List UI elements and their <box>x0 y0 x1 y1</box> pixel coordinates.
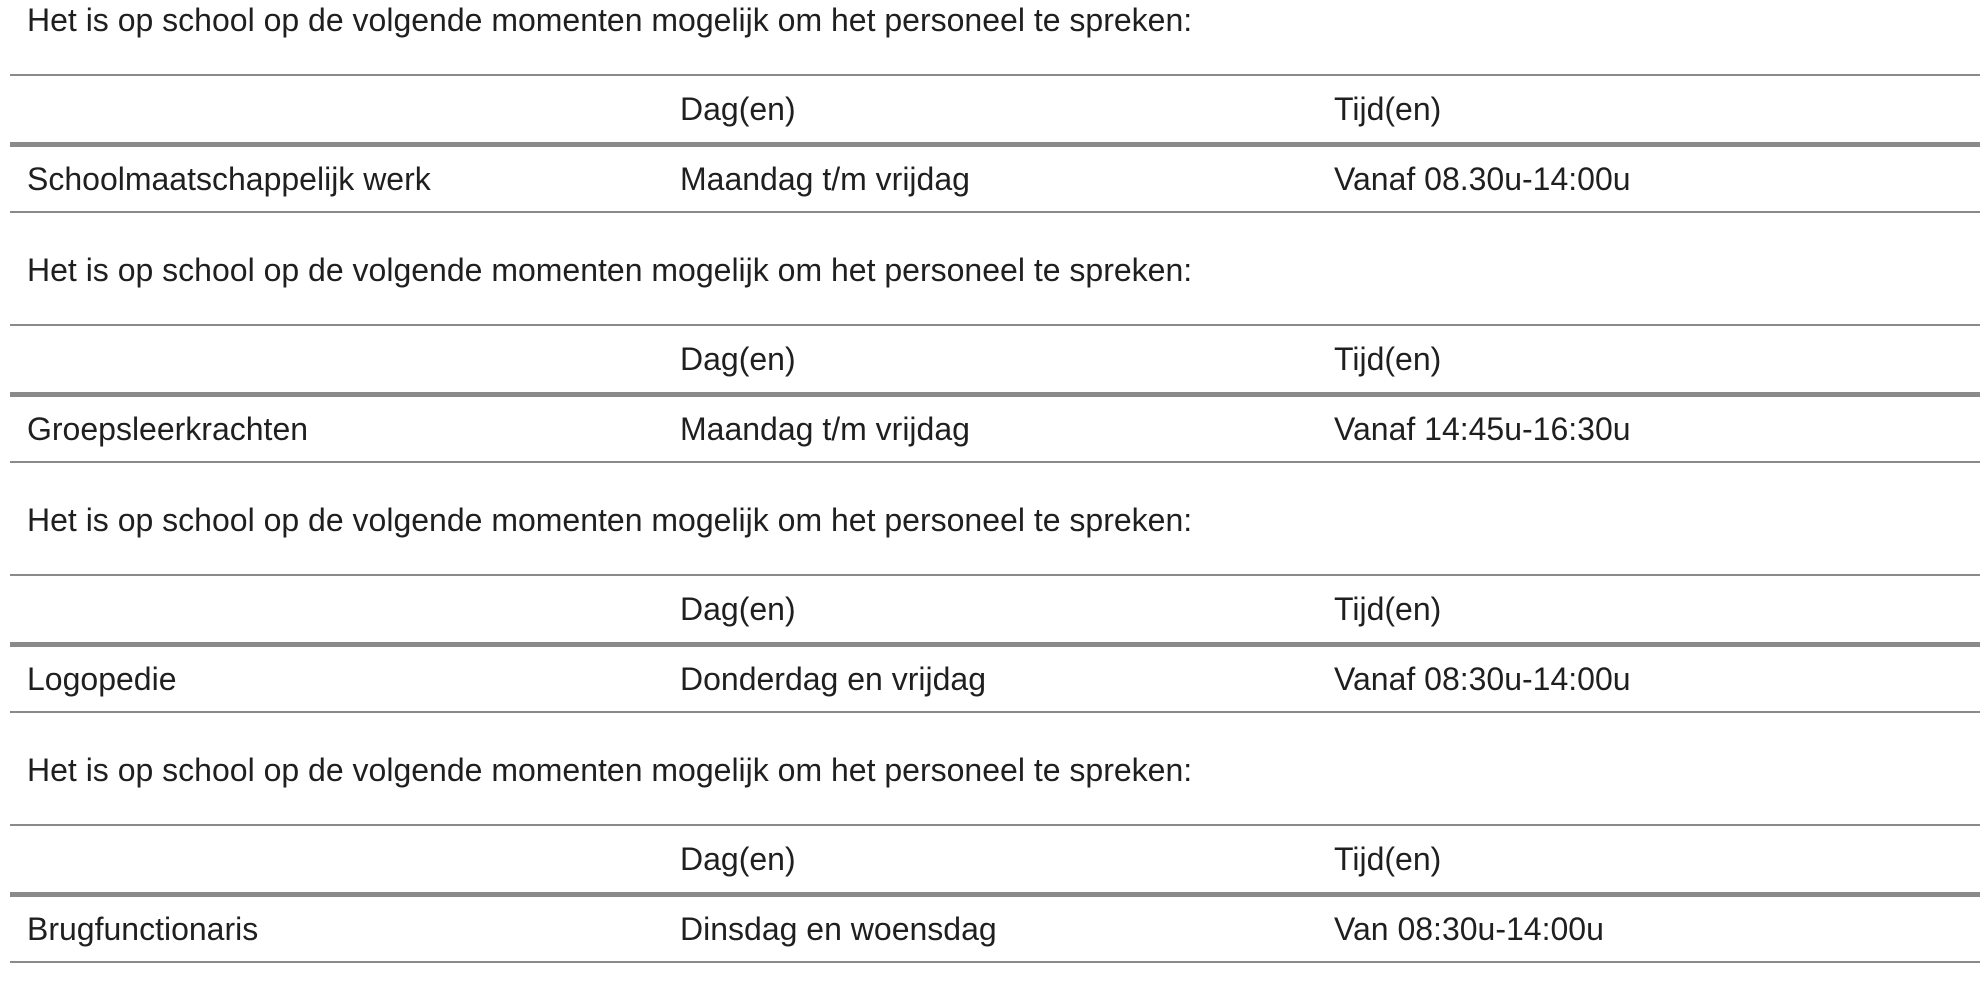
header-cell-times: Tijd(en) <box>1334 90 1442 127</box>
table-header-row <box>10 324 1980 397</box>
header-cell-times: Tijd(en) <box>1334 340 1442 377</box>
cell-days: Donderdag en vrijdag <box>680 660 986 697</box>
cell-times: Vanaf 14:45u-16:30u <box>1334 410 1631 447</box>
schedule-table <box>10 574 1980 713</box>
intro-text: Het is op school op de volgende momenten mogelijk om het personeel te spreken: <box>27 752 1193 788</box>
header-cell-days: Dag(en) <box>680 840 796 877</box>
header-cell-times: Tijd(en) <box>1334 840 1442 877</box>
intro-text: Het is op school op de volgende momenten mogelijk om het personeel te spreken: <box>27 2 1193 38</box>
table-row <box>10 147 1980 213</box>
cell-days: Dinsdag en woensdag <box>680 910 997 947</box>
cell-role: Logopedie <box>27 660 177 697</box>
cell-role: Brugfunctionaris <box>27 910 259 947</box>
table-header-row <box>10 574 1980 647</box>
header-cell-times: Tijd(en) <box>1334 590 1442 627</box>
schedule-table <box>10 824 1980 963</box>
header-cell-days: Dag(en) <box>680 90 796 127</box>
cell-role: Schoolmaatschappelijk werk <box>27 160 431 197</box>
table-row <box>10 647 1980 713</box>
table-row <box>10 897 1980 963</box>
cell-times: Van 08:30u-14:00u <box>1334 910 1604 947</box>
table-row <box>10 397 1980 463</box>
cell-role: Groepsleerkrachten <box>27 410 309 447</box>
table-header-row <box>10 74 1980 147</box>
header-cell-days: Dag(en) <box>680 340 796 377</box>
table-header-row <box>10 824 1980 897</box>
schedule-table <box>10 74 1980 213</box>
cell-times: Vanaf 08.30u-14:00u <box>1334 160 1631 197</box>
header-cell-days: Dag(en) <box>680 590 796 627</box>
schedule-table <box>10 324 1980 463</box>
cell-days: Maandag t/m vrijdag <box>680 410 970 447</box>
cell-times: Vanaf 08:30u-14:00u <box>1334 660 1631 697</box>
intro-text: Het is op school op de volgende momenten mogelijk om het personeel te spreken: <box>27 252 1193 288</box>
cell-days: Maandag t/m vrijdag <box>680 160 970 197</box>
intro-text: Het is op school op de volgende momenten mogelijk om het personeel te spreken: <box>27 502 1193 538</box>
